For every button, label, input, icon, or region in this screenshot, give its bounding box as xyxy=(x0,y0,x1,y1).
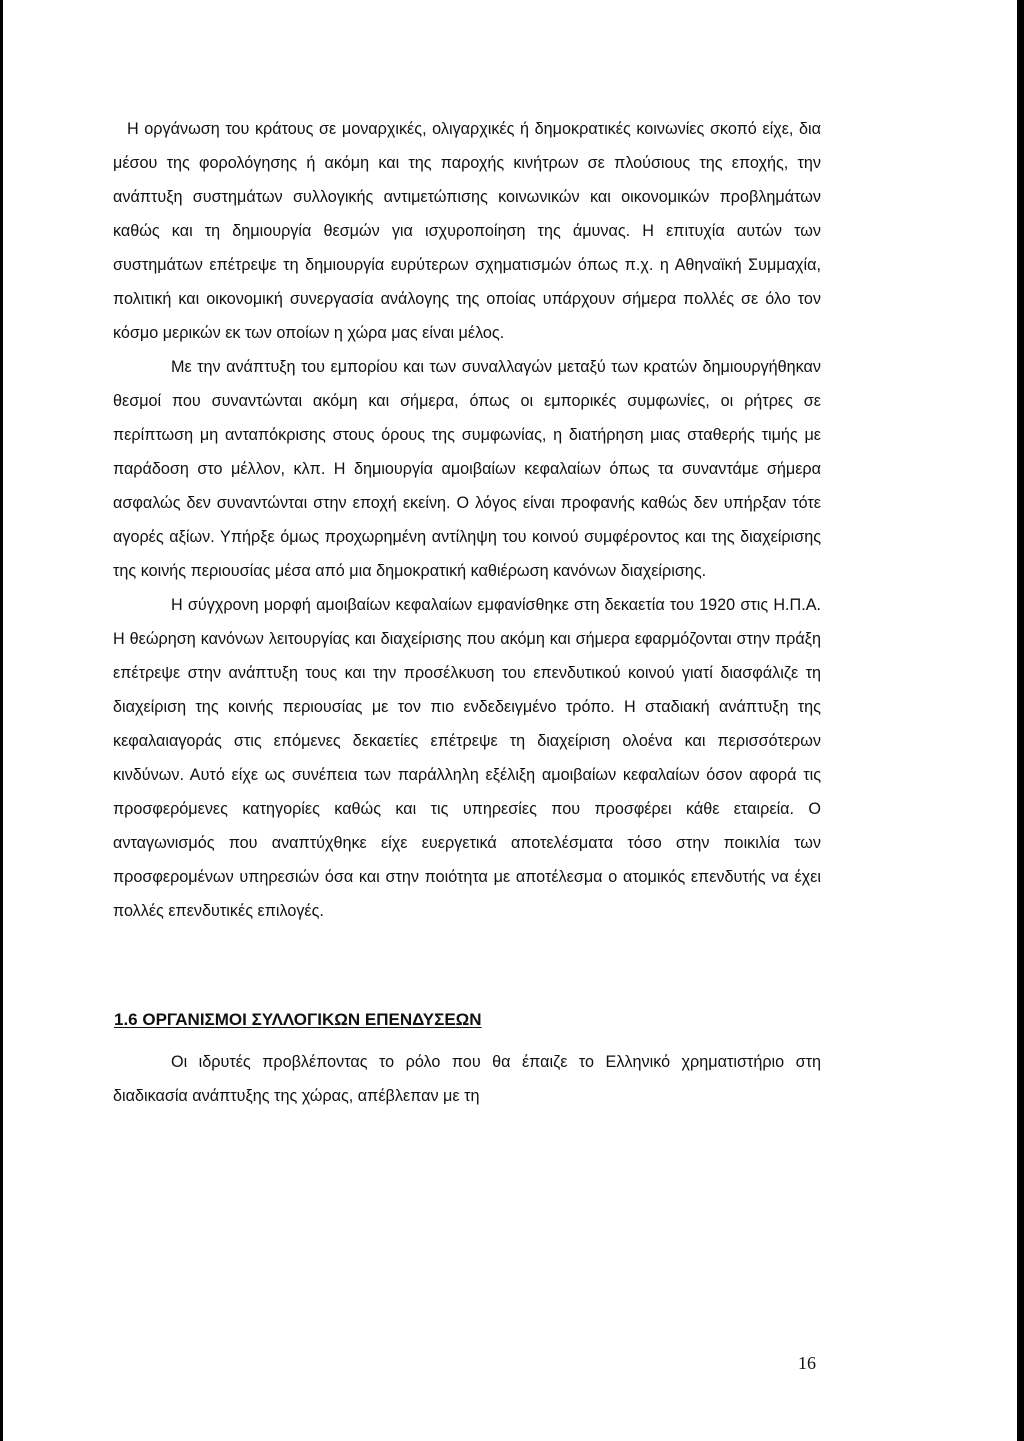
document-page xyxy=(3,0,1017,1441)
section-body xyxy=(113,1045,821,1113)
body-text xyxy=(113,112,821,928)
paragraph: Η σύγχρονη μορφή αμοιβαίων κεφαλαίων εμφανίσθηκε στη δεκαετία του 1920 στις Η.Π.Α. Η θεώρηση κανόνων λειτουργίας και διαχείρισης που ακόμη και σήμερα εφαρμόζονται στην πράξη επέτρεψε στην ανάπτυξη τους και την προσέλκυση του επενδυτικού κοινού γιατί διασφάλιζε τη διαχείριση της κοινής περιουσίας με τον πιο ενδεδειγμένο τρόπο. Η σταδιακή ανάπτυξη της κεφαλαιαγοράς στις επόμενες δεκαετίες επέτρεψε τη διαχείριση ολοένα και περισσότερων κινδύνων. Αυτό είχε ως συνέπεια των παράλληλη εξέλιξη αμοιβαίων κεφαλαίων όσον αφορά τις προσφερόμενες κατηγορίες καθώς και τις υπηρεσίες που προσφέρει κάθε εταιρεία. Ο ανταγωνισμός που αναπτύχθηκε είχε ευεργετικά αποτελέσματα τόσο στην ποικιλία των προσφερομένων υπηρεσιών όσα και στην ποιότητα με αποτέλεσμα ο ατομικός επενδυτής να έχει πολλές επενδυτικές επιλογές. xyxy=(113,596,821,920)
paragraph: Οι ιδρυτές προβλέποντας το ρόλο που θα έπαιζε το Ελληνικό χρηματιστήριο στη διαδικασία ανάπτυξης της χώρας, απέβλεπαν με τη xyxy=(113,1053,821,1105)
paragraph: Η οργάνωση του κράτους σε μοναρχικές, ολιγαρχικές ή δημοκρατικές κοινωνίες σκοπό είχε, δια μέσου της φορολόγησης ή ακόμη και της παροχής κινήτρων σε πλούσιους της εποχής, την ανάπτυξη συστημάτων συλλογικής αντιμετώπισης κοινωνικών και οικονομικών προβλημάτων καθώς και τη δημιουργία θεσμών για ισχυροποίηση της άμυνας. Η επιτυχία αυτών των συστημάτων επέτρεψε τη δημιουργία ευρύτερων σχηματισμών όπως π.χ. η Αθηναϊκή Συμμαχία, πολιτική και οικονομική συνεργασία ανάλογης της οποίας υπάρχουν σήμερα πολλές σε όλο τον κόσμο μερικών εκ των οποίων η χώρα μας είναι μέλος. xyxy=(113,120,821,342)
section-heading: 1.6 ΟΡΓΑΝΙΣΜΟΙ ΣΥΛΛΟΓΙΚΩΝ ΕΠΕΝΔΥΣΕΩΝ xyxy=(114,1010,482,1029)
page-number: 16 xyxy=(798,1353,816,1373)
paragraph: Με την ανάπτυξη του εμπορίου και των συναλλαγών μεταξύ των κρατών δημιουργήθηκαν θεσμοί που συναντώνται ακόμη και σήμερα, όπως οι εμπορικές συμφωνίες, οι ρήτρες σε περίπτωση μη ανταπόκρισης στους όρους της συμφωνίας, η διατήρηση μιας σταθερής τιμής με παράδοση στο μέλλον, κλπ. Η δημιουργία αμοιβαίων κεφαλαίων όπως τα συναντάμε σήμερα ασφαλώς δεν συναντώνται στην εποχή εκείνη. Ο λόγος είναι προφανής καθώς δεν υπήρξαν τότε αγορές αξίων. Υπήρξε όμως προχωρημένη αντίληψη του κοινού συμφέροντος και της διαχείρισης της κοινής περιουσίας μέσα από μια δημοκρατική καθιέρωση κανόνων διαχείρισης. xyxy=(113,358,821,580)
